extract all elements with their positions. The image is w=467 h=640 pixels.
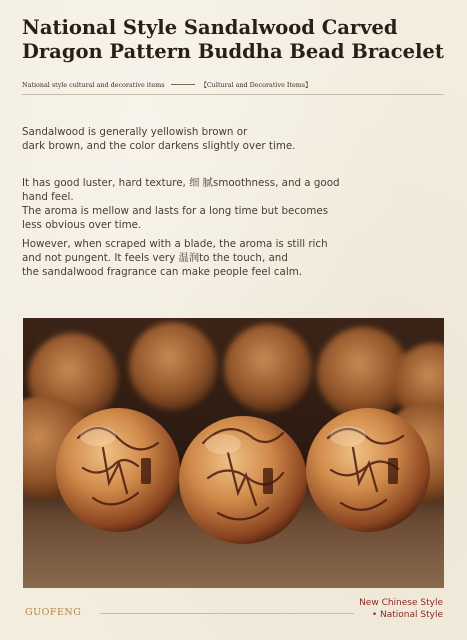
footer-rule — [100, 613, 354, 614]
paragraph-texture: It has good luster, hard texture, 细 腻smoothness, and a good hand feel. The aroma is mellow and lasts for a long time but becomes less obvious over time. — [22, 177, 340, 231]
brand-name: GUOFENG — [25, 607, 82, 618]
title-line-1: National Style Sandalwood Carved — [22, 16, 398, 39]
subtitle-right: 【Cultural and Decorative Items】 — [200, 81, 312, 89]
subtitle-left: National style cultural and decorative items — [22, 80, 165, 89]
title-line-2: Dragon Pattern Buddha Bead Bracelet — [22, 40, 444, 63]
subtitle-divider — [171, 84, 195, 85]
style-tag-line-2: • National Style — [371, 610, 443, 620]
subtitle-line — [22, 80, 452, 89]
paragraph-aroma: However, when scraped with a blade, the aroma is still rich and not pungent. It feels very 温润to the touch, and the sandalwood fragrance can make people feel calm. — [22, 238, 328, 278]
page-title — [22, 16, 452, 64]
style-tag — [359, 597, 443, 621]
product-photo — [23, 318, 444, 588]
header-rule — [22, 94, 444, 95]
bead-illustration — [23, 318, 444, 588]
paragraph-color: Sandalwood is generally yellowish brown or dark brown, and the color darkens slightly over time. — [22, 126, 296, 152]
style-tag-line-1: New Chinese Style — [359, 598, 443, 608]
